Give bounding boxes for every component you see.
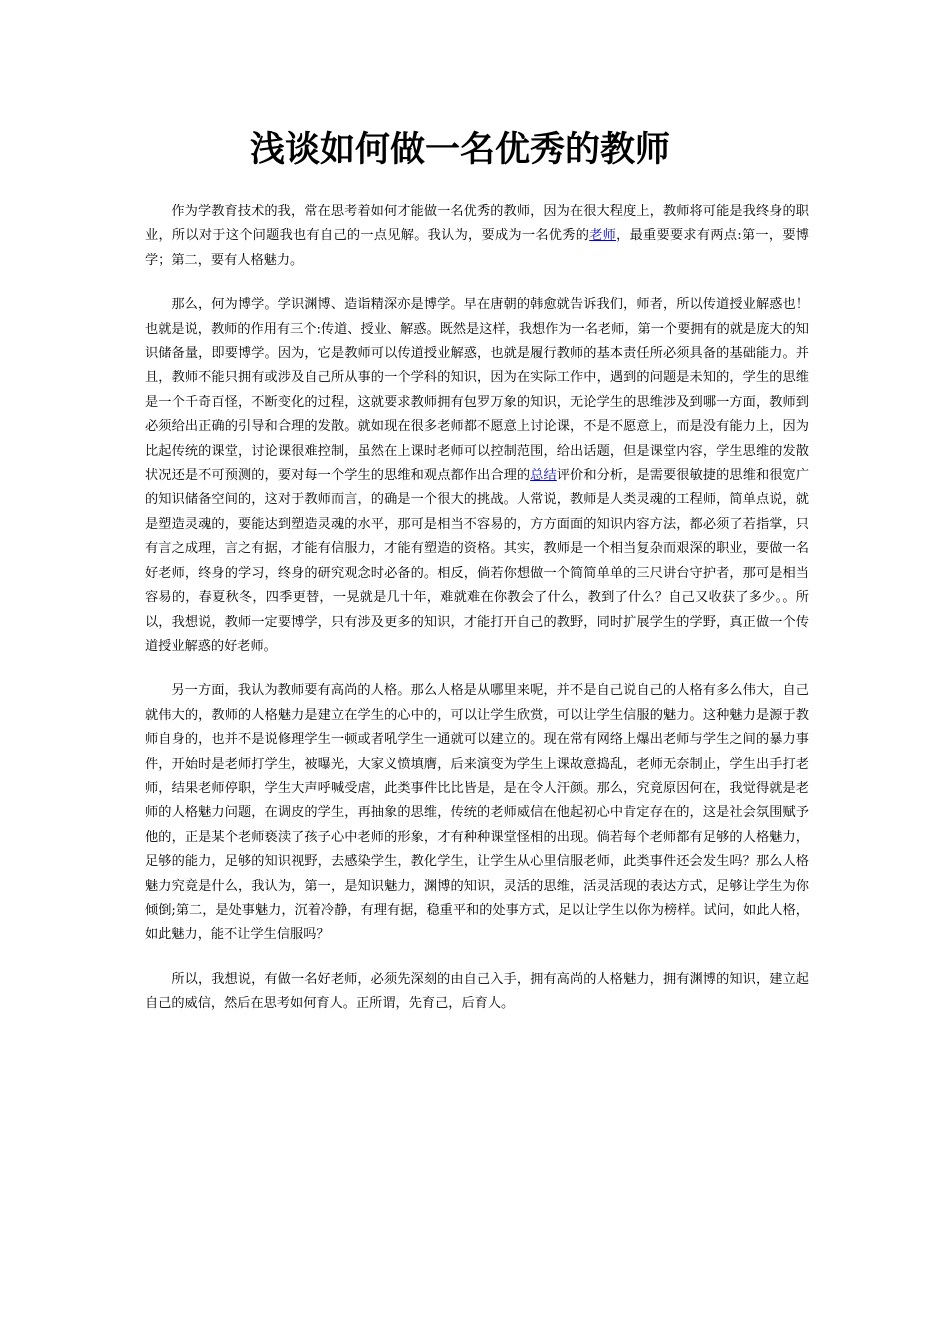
paragraph-personality (145, 679, 809, 947)
paragraph-text: 作为学教育技术的我，常在思考着如何才能做一名优秀的教师，因为在很大程度上，教师将可能是我终身的职业，所以对于这个问题我也有自己的一点见解。我认为，要成为一名优秀的 (145, 204, 809, 244)
document-title: 浅谈如何做一名优秀的教师 (249, 130, 670, 170)
paragraph-text: 另一方面，我认为教师要有高尚的人格。那么人格是从哪里来呢，并不是自己说自己的人格有多么伟大，自己就伟大的，教师的人格魅力是建立在学生的心中的，可以让学生欣赏，可以让学生信服的魅力。这种魅力是源于教师自身的，也并不是说修理学生一顿或者吼学生一通就可以建立的。现在常有网络上爆出老师与学生之间的暴力事件，开始时是老师打学生，被曝光，大家义愤填膺，后来演变为学生上课故意捣乱，老师无奈制止，学生出手打老师，结果老师停职，学生大声呼喊受虐，此类事件比比皆是，是在令人汗颜。那么，究竟原因何在，我觉得就是老师的人格魅力问题，在调皮的学生，再抽象的思维，传统的老师威信在他起初心中肯定存在的，这是社会氛围赋予他的，正是某个老师亵渎了孩子心中老师的形象，才有种种课堂怪相的出现。倘若每个老师都有足够的人格魅力，足够的能力，足够的知识视野，去感染学生，教化学生，让学生从心里信服老师，此类事件还会发生吗？那么人格魅力究竟是什么，我认为，第一，是知识魅力，渊博的知识，灵活的思维，活灵活现的表达方式，足够让学生为你倾倒;第二，是处事魅力，沉着冷静，有理有据，稳重平和的处事方式，足以让学生以你为榜样。试问，如此人格，如此魅力，能不让学生信服吗？ (145, 683, 809, 943)
paragraph-text: 所以，我想说，有做一名好老师，必须先深刻的由自己入手，拥有高尚的人格魅力，拥有渊博的知识，建立起自己的威信，然后在思考如何育人。正所谓，先育己，后育人。 (145, 971, 809, 1012)
paragraph-intro (145, 200, 809, 273)
document-body (145, 200, 809, 1037)
paragraph-text: 那么，何为博学。学识渊博、造诣精深亦是博学。早在唐朝的韩愈就告诉我们，师者，所以传道授业解惑也！也就是说，教师的作用有三个:传道、授业、解惑。既然是这样，我想作为一名老师，第一个要拥有的就是庞大的知识储备量，即要博学。因为，它是教师可以传道授业解惑，也就是履行教师的基本责任所必须具备的基础能力。并且，教师不能只拥有或涉及自己所从事的一个学科的知识，因为在实际工作中，遇到的问题是未知的，学生的思维是一个千奇百怪，不断变化的过程，这就要求教师拥有包罗万象的知识，无论学生的思维涉及到哪一方面，教师到必须给出正确的引导和合理的发散。就如现在很多老师都不愿意上讨论课，不是不愿意上，而是没有能力上，因为比起传统的课堂，讨论课很难控制，虽然在上课时老师可以控制范围，给出话题，但是课堂内容，学生思维的发散状况还是不可预测的，要对每一个学生的思维和观点都作出合理的 (145, 297, 809, 484)
paragraph-text: ，最重要要求有两点:第一，要博学；第二，要有人格魅力。 (145, 228, 809, 268)
paragraph-erudition (145, 293, 809, 659)
summary-link[interactable]: 总结 (530, 468, 557, 484)
teacher-link[interactable]: 老师 (589, 228, 617, 244)
paragraph-text: 评价和分析，是需要很敏捷的思维和很宽广的知识储备空间的，这对于教师而言，的确是一个很大的挑战。人常说，教师是人类灵魂的工程师，简单点说，就是塑造灵魂的，要能达到塑造灵魂的水平，那可是相当不容易的，方方面面的知识内容方法，都必须了若指掌，只有言之成理，言之有据，才能有信服力，才能有塑造的资格。其实，教师是一个相当复杂而艰深的职业，要做一名好老师，终身的学习，终身的研究观念时必备的。相反，倘若你想做一个简简单单的三尺讲台守护者，那可是相当容易的，春夏秋冬，四季更替，一晃就是几十年，难就难在你教会了什么，教到了什么？自己又收获了多少。。所以，我想说，教师一定要博学，只有涉及更多的知识，才能打开自己的教野，同时扩展学生的学野，真正做一个传道授业解惑的好老师。 (145, 468, 810, 654)
paragraph-conclusion (145, 968, 809, 1017)
